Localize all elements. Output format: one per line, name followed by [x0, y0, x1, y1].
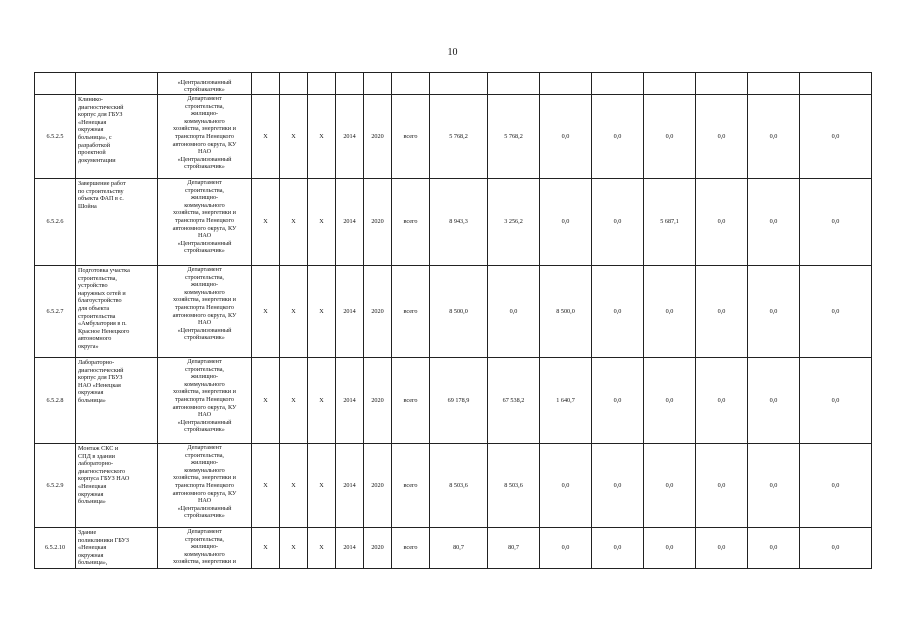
end-year-cell: 2020: [364, 266, 392, 358]
amount-cell: 8 500,0: [430, 266, 488, 358]
amount-cell: 0,0: [488, 266, 540, 358]
end-year-cell: 2020: [364, 528, 392, 569]
measure-name-cell: Клинико- диагностический корпус для ГБУЗ «Ненецкая окружная больница», с разработкой проектной документации: [76, 95, 158, 179]
amount-cell: 8 500,0: [540, 266, 592, 358]
table-row: [35, 266, 872, 358]
amount-cell: 0,0: [800, 528, 872, 569]
mark-cell: X: [308, 179, 336, 266]
mark-cell: X: [280, 358, 308, 444]
amount-cell: 0,0: [696, 358, 748, 444]
amount-cell: 0,0: [644, 95, 696, 179]
mark-cell: X: [308, 358, 336, 444]
amount-cell: 0,0: [748, 266, 800, 358]
start-year-cell: 2014: [336, 358, 364, 444]
table-row: [35, 179, 872, 266]
amount-cell: 0,0: [800, 95, 872, 179]
amount-cell: 0,0: [592, 95, 644, 179]
measure-name-cell: Здание поликлиники ГБУЗ «Ненецкая окружная больница»,: [76, 528, 158, 569]
amount-cell: 0,0: [540, 179, 592, 266]
amount-cell: 0,0: [748, 179, 800, 266]
table-row: [35, 95, 872, 179]
row-number-cell: 6.5.2.7: [35, 266, 76, 358]
row-number-cell: 6.5.2.8: [35, 358, 76, 444]
row-number-cell: 6.5.2.10: [35, 528, 76, 569]
start-year-cell: 2014: [336, 95, 364, 179]
mark-cell: X: [252, 358, 280, 444]
executor-cell: Департамент строительства, жилищно- коммунального хозяйства, энергетики и транспорта Ненецкого автономного округа, КУ НАО «Централизованный стройзаказчик»: [158, 266, 252, 358]
amount-cell: 8 943,3: [430, 179, 488, 266]
amount-cell: 5 768,2: [488, 95, 540, 179]
end-year-cell: 2020: [364, 95, 392, 179]
amount-cell: 0,0: [644, 266, 696, 358]
row-number-cell: 6.5.2.9: [35, 444, 76, 528]
amount-cell: 0,0: [592, 179, 644, 266]
amount-cell: 0,0: [644, 444, 696, 528]
amount-cell: 0,0: [696, 266, 748, 358]
mark-cell: X: [252, 444, 280, 528]
amount-cell: 0,0: [540, 528, 592, 569]
table-row: [35, 528, 872, 569]
measure-name-cell: Монтаж СКС и СПД в здании лабораторно- диагностического корпуса ГБУЗ НАО «Ненецкая окружная больница»: [76, 444, 158, 528]
funding-source-cell: всего: [392, 95, 430, 179]
mark-cell: X: [280, 444, 308, 528]
mark-cell: X: [252, 528, 280, 569]
executor-cell: «Централизованный стройзаказчик»: [158, 73, 252, 95]
mark-cell: X: [308, 266, 336, 358]
program-measures-table: [34, 72, 872, 569]
page-number: 10: [447, 47, 458, 58]
end-year-cell: 2020: [364, 444, 392, 528]
start-year-cell: 2014: [336, 179, 364, 266]
funding-source-cell: всего: [392, 444, 430, 528]
funding-source-cell: всего: [392, 358, 430, 444]
mark-cell: X: [308, 528, 336, 569]
amount-cell: 69 178,9: [430, 358, 488, 444]
mark-cell: X: [280, 266, 308, 358]
row-number-cell: 6.5.2.6: [35, 179, 76, 266]
amount-cell: 8 503,6: [488, 444, 540, 528]
amount-cell: 80,7: [430, 528, 488, 569]
mark-cell: X: [252, 179, 280, 266]
table-row: [35, 358, 872, 444]
mark-cell: X: [308, 95, 336, 179]
table-row: [35, 444, 872, 528]
table-row-continuation: [35, 73, 872, 95]
amount-cell: 0,0: [800, 179, 872, 266]
mark-cell: X: [280, 528, 308, 569]
funding-source-cell: всего: [392, 266, 430, 358]
funding-source-cell: всего: [392, 528, 430, 569]
amount-cell: 0,0: [644, 358, 696, 444]
mark-cell: X: [252, 95, 280, 179]
amount-cell: 67 538,2: [488, 358, 540, 444]
amount-cell: 3 256,2: [488, 179, 540, 266]
mark-cell: X: [280, 179, 308, 266]
row-number-cell: 6.5.2.5: [35, 95, 76, 179]
funding-source-cell: всего: [392, 179, 430, 266]
executor-cell: Департамент строительства, жилищно- коммунального хозяйства, энергетики и: [158, 528, 252, 569]
mark-cell: X: [280, 95, 308, 179]
amount-cell: 0,0: [748, 95, 800, 179]
amount-cell: 8 503,6: [430, 444, 488, 528]
executor-cell: Департамент строительства, жилищно- коммунального хозяйства, энергетики и транспорта Ненецкого автономного округа, КУ НАО «Централизованный стройзаказчик»: [158, 444, 252, 528]
amount-cell: 0,0: [748, 444, 800, 528]
amount-cell: 0,0: [800, 444, 872, 528]
amount-cell: 0,0: [696, 444, 748, 528]
end-year-cell: 2020: [364, 179, 392, 266]
amount-cell: 5 687,1: [644, 179, 696, 266]
measure-name-cell: Завершение работ по строительству объекта ФАП в с. Шойна: [76, 179, 158, 266]
amount-cell: 80,7: [488, 528, 540, 569]
amount-cell: 5 768,2: [430, 95, 488, 179]
start-year-cell: 2014: [336, 444, 364, 528]
amount-cell: 0,0: [592, 444, 644, 528]
amount-cell: 0,0: [696, 95, 748, 179]
amount-cell: 1 640,7: [540, 358, 592, 444]
start-year-cell: 2014: [336, 266, 364, 358]
amount-cell: 0,0: [696, 528, 748, 569]
amount-cell: 0,0: [540, 95, 592, 179]
amount-cell: 0,0: [644, 528, 696, 569]
start-year-cell: 2014: [336, 528, 364, 569]
measure-name-cell: Подготовка участка строительства, устройство наружных сетей и благоустройство для объекта строительства «Амбулатория в п. Красное Ненецкого автономного округа»: [76, 266, 158, 358]
amount-cell: 0,0: [592, 266, 644, 358]
amount-cell: 0,0: [748, 358, 800, 444]
mark-cell: X: [252, 266, 280, 358]
amount-cell: 0,0: [748, 528, 800, 569]
executor-cell: Департамент строительства, жилищно- коммунального хозяйства, энергетики и транспорта Ненецкого автономного округа, КУ НАО «Централизованный стройзаказчик»: [158, 95, 252, 179]
executor-cell: Департамент строительства, жилищно- коммунального хозяйства, энергетики и транспорта Ненецкого автономного округа, КУ НАО «Централизованный стройзаказчик»: [158, 358, 252, 444]
amount-cell: 0,0: [696, 179, 748, 266]
amount-cell: 0,0: [800, 358, 872, 444]
amount-cell: 0,0: [592, 358, 644, 444]
executor-cell: Департамент строительства, жилищно- коммунального хозяйства, энергетики и транспорта Ненецкого автономного округа, КУ НАО «Централизованный стройзаказчик»: [158, 179, 252, 266]
amount-cell: 0,0: [592, 528, 644, 569]
measure-name-cell: Лабораторно- диагностический корпус для ГБУЗ НАО «Ненецкая окружная больница»: [76, 358, 158, 444]
end-year-cell: 2020: [364, 358, 392, 444]
amount-cell: 0,0: [800, 266, 872, 358]
mark-cell: X: [308, 444, 336, 528]
amount-cell: 0,0: [540, 444, 592, 528]
